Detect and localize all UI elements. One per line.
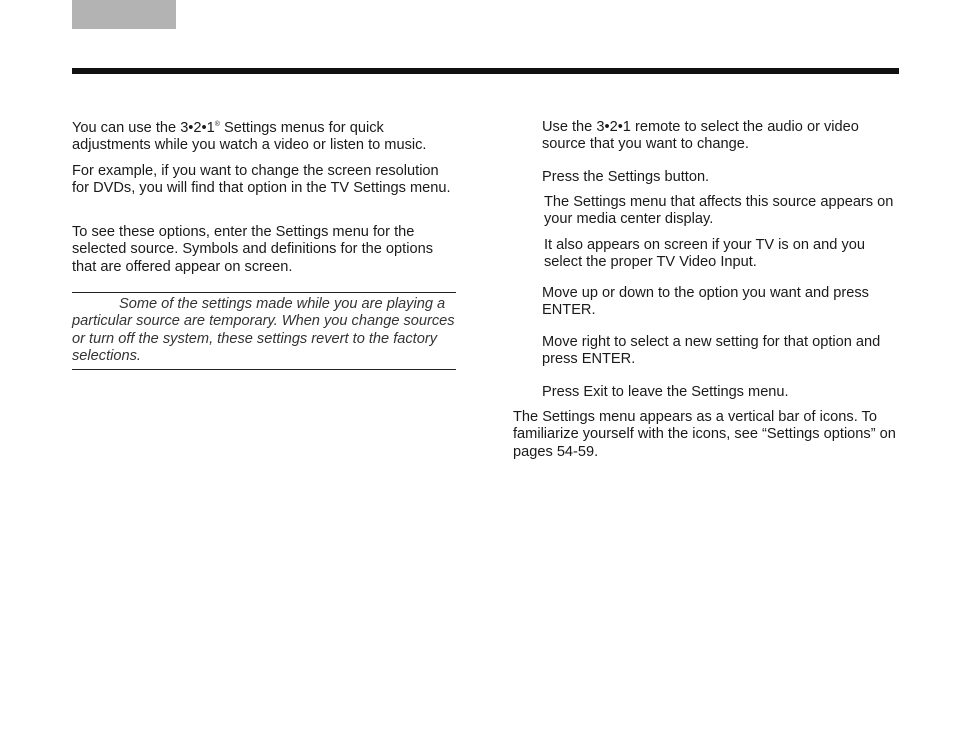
note-box	[72, 292, 456, 370]
step-2-detail-1: The Settings menu that affects this source appears on your media center display.	[544, 194, 894, 228]
registered-mark: ®	[214, 121, 220, 128]
step-1: Use the 3•2•1 remote to select the audio or video source that you want to change.	[542, 119, 859, 153]
options-paragraph: To see these options, enter the Settings menu for the selected source. Symbols and definitions for the options that are offered appear on screen.	[72, 224, 433, 275]
step-5: Press Exit to leave the Settings menu.	[542, 384, 789, 400]
step-4: Move right to select a new setting for that option and press ENTER.	[542, 334, 881, 368]
step-2: Press the Settings button.	[542, 169, 710, 185]
step-3: Move up or down to the option you want and press ENTER.	[542, 285, 869, 319]
header-rule	[72, 68, 899, 74]
header-tab	[72, 0, 176, 29]
closing-paragraph: The Settings menu appears as a vertical bar of icons. To familiarize yourself with the icons, see “Settings options” on pages 54-59.	[513, 409, 896, 460]
step-2-detail-2: It also appears on screen if your TV is on and you select the proper TV Video Input.	[544, 237, 865, 271]
example-paragraph: For example, if you want to change the screen resolution for DVDs, you will find that option in the TV Settings menu.	[72, 163, 451, 197]
note-text: Some of the settings made while you are playing a particular source are temporary. When you change sources or turn off the system, these settings revert to the factory selections.	[72, 296, 455, 365]
intro-paragraph: You can use the 3•2•1® Settings menus for quick adjustments while you watch a video or listen to music.	[72, 120, 427, 154]
